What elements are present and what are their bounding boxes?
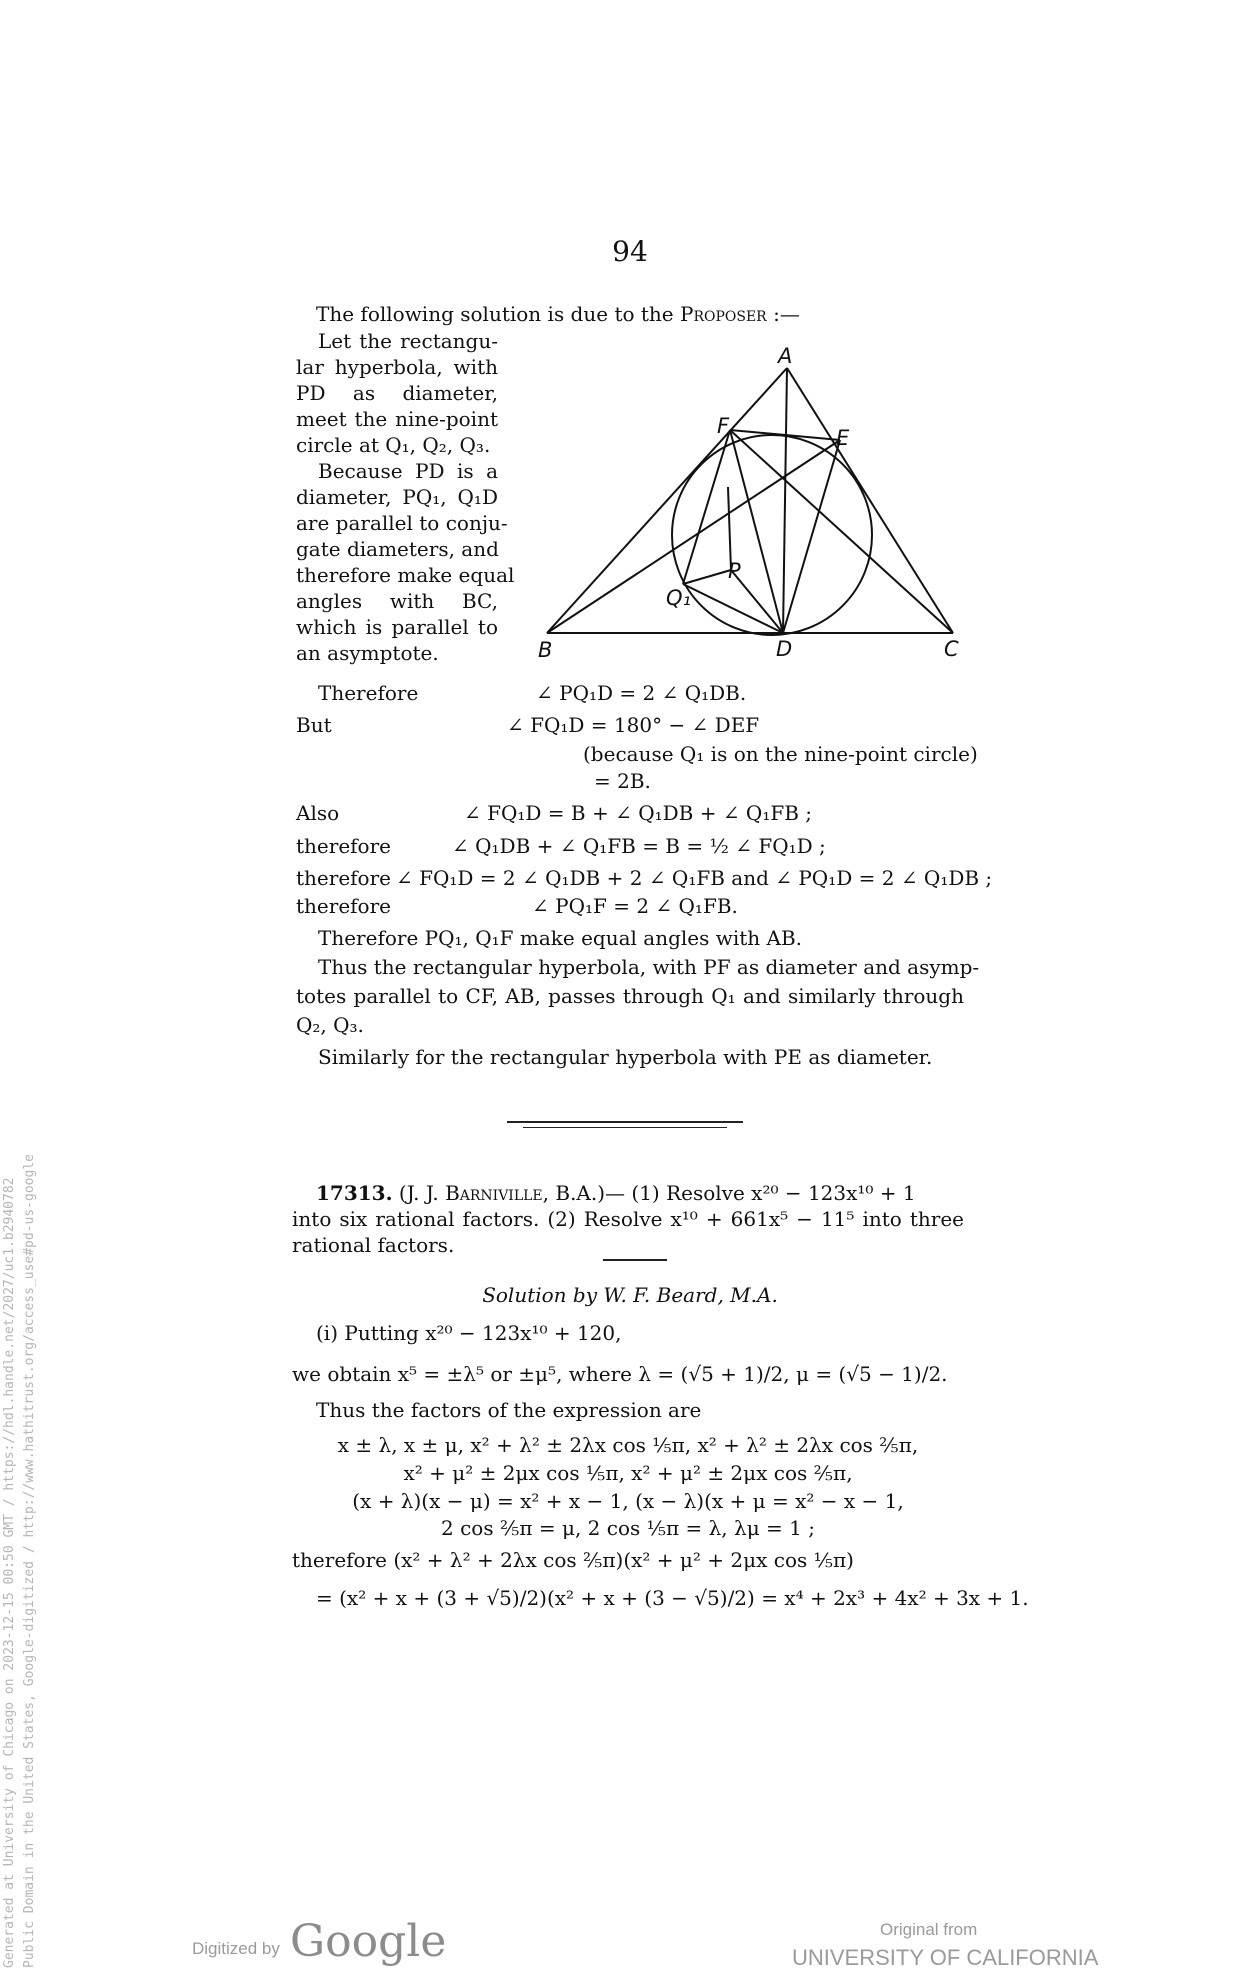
google-logo: Google — [290, 1916, 447, 1967]
left-line: are parallel to conju- — [296, 511, 508, 535]
eq-body: ∠ FQ₁D = 180° − ∠ DEF — [507, 713, 760, 737]
left-line: angles with BC, — [296, 589, 498, 613]
intro-text: The following solution is due to the — [316, 302, 674, 326]
conclusion-line: Similarly for the rectangular hyperbola with PE as diameter. — [318, 1045, 933, 1069]
label-e: E — [836, 426, 850, 450]
side-watermark-generated: Generated at University of Chicago on 2023-12-15 00:50 GMT / https://hdl.handle.net/2027/uc1.b2940782 — [2, 1177, 17, 1968]
conclusion-line: totes parallel to CF, AB, passes through Q₁ and similarly through — [296, 984, 964, 1008]
body-line: (i) Putting x²⁰ − 123x¹⁰ + 120, — [316, 1321, 622, 1345]
problem-number: 17313. — [316, 1181, 393, 1205]
left-line: lar hyperbola, with — [296, 355, 498, 379]
body-line: (x + λ)(x − μ) = x² + x − 1, (x − λ)(x + μ = x² − x − 1, — [352, 1489, 904, 1513]
conclusion-line: Q₂, Q₃. — [296, 1013, 364, 1037]
left-line: an asymptote. — [296, 641, 439, 665]
left-line: which is parallel to — [296, 615, 498, 639]
conclusion — [296, 924, 980, 1072]
eq-body: ∠ FQ₁D = B + ∠ Q₁DB + ∠ Q₁FB ; — [464, 801, 813, 825]
left-line: meet the nine-point — [296, 407, 498, 431]
body-line: therefore (x² + λ² + 2λx cos ⅖π)(x² + μ² + 2μx cos ⅕π) — [292, 1548, 854, 1572]
eq-label: therefore — [296, 894, 391, 918]
eq-body: ∠ FQ₁D = 2 ∠ Q₁DB + 2 ∠ Q₁FB and ∠ PQ₁D = 2 ∠ Q₁DB ; — [396, 866, 993, 890]
original-from-label: Original from — [880, 1920, 978, 1939]
left-line: diameter, PQ₁, Q₁D — [296, 485, 498, 509]
eq-label: But — [296, 713, 332, 737]
label-a: A — [778, 344, 793, 368]
section-divider — [523, 1127, 727, 1128]
page-number: 94 — [612, 235, 648, 268]
segment-p-up — [728, 487, 731, 570]
short-rule — [603, 1259, 667, 1261]
problem-header — [316, 1180, 916, 1206]
conclusion-line: Thus the rectangular hyperbola, with PF as diameter and asymp- — [318, 955, 980, 979]
body-line: we obtain x⁵ = ±λ⁵ or ±μ⁵, where λ = (√5 + 1)/2, μ = (√5 − 1)/2. — [292, 1362, 948, 1386]
segment-fd — [730, 430, 783, 633]
eq-body: ∠ Q₁DB + ∠ Q₁FB = B = ½ ∠ FQ₁D ; — [452, 834, 826, 858]
solution-intro — [316, 301, 800, 327]
proposer-name: Proposer — [680, 302, 767, 326]
eq-note: (because Q₁ is on the nine-point circle) — [583, 742, 978, 766]
label-q1: Q₁ — [666, 586, 691, 610]
segment-q1p — [683, 570, 731, 584]
eq-body: ∠ PQ₁D = 2 ∠ Q₁DB. — [536, 681, 747, 705]
problem-line: into six rational factors. (2) Resolve x¹⁰ + 661x⁵ − 11⁵ into three — [292, 1207, 964, 1231]
label-d: D — [776, 637, 793, 661]
body-line: = (x² + x + (3 + √5)/2)(x² + x + (3 − √5)/2) = x⁴ + 2x³ + 4x² + 3x + 1. — [316, 1586, 1029, 1610]
label-b: B — [538, 638, 553, 662]
left-line: gate diameters, and — [296, 537, 499, 561]
side-watermark-public-domain: Public Domain in the United States, Google-digitized / http://www.hathitrust.org/access_use#pd-us-google — [22, 1154, 37, 1968]
triangle-nine-point-figure — [520, 335, 980, 665]
university-label: UNIVERSITY OF CALIFORNIA — [792, 1945, 1099, 1970]
segment-fq1 — [683, 430, 730, 584]
body-line: Thus the factors of the expression are — [316, 1398, 702, 1422]
cevian-be — [547, 440, 840, 633]
side-ac — [787, 368, 953, 633]
eq-body: ∠ PQ₁F = 2 ∠ Q₁FB. — [532, 894, 738, 918]
problem-author: (J. J. Barniville, B.A.) — [398, 1181, 606, 1205]
eq-body: = 2B. — [594, 769, 651, 793]
label-f: F — [717, 414, 730, 438]
eq-label: therefore — [296, 866, 391, 890]
intro-tail: :— — [773, 302, 800, 326]
label-p: P — [728, 559, 741, 583]
conclusion-line: Therefore PQ₁, Q₁F make equal angles with AB. — [318, 926, 803, 950]
segment-q1d — [683, 584, 783, 633]
problem-line: rational factors. — [292, 1233, 455, 1257]
body-line: x ± λ, x ± μ, x² + λ² ± 2λx cos ⅕π, x² + λ² ± 2λx cos ⅖π, — [337, 1433, 919, 1457]
eq-label: therefore — [296, 834, 391, 858]
left-line: circle at Q₁, Q₂, Q₃. — [296, 433, 491, 457]
segment-ed — [783, 440, 840, 633]
body-line: x² + μ² ± 2μx cos ⅕π, x² + μ² ± 2μx cos ⅖π, — [403, 1461, 853, 1485]
left-line: Because PD is a — [318, 459, 498, 483]
left-line: PD as diameter, — [296, 381, 498, 405]
nine-point-circle — [672, 435, 872, 635]
left-line: Let the rectangu- — [318, 329, 498, 353]
altitude-ad — [783, 368, 787, 633]
solution-heading: Solution by W. F. Beard, M.A. — [482, 1283, 778, 1307]
label-c: C — [944, 637, 959, 661]
body-line: 2 cos ⅖π = μ, 2 cos ⅕π = λ, λμ = 1 ; — [441, 1516, 815, 1540]
eq-label: Also — [296, 801, 340, 825]
section-divider — [507, 1121, 743, 1123]
cevian-cf — [730, 430, 953, 633]
digitized-by-label: Digitized by — [192, 1939, 280, 1958]
problem-text: — (1) Resolve x²⁰ − 123x¹⁰ + 1 — [605, 1181, 916, 1205]
left-line: therefore make equal — [296, 563, 515, 587]
left-column — [296, 328, 515, 666]
eq-label: Therefore — [318, 681, 419, 705]
